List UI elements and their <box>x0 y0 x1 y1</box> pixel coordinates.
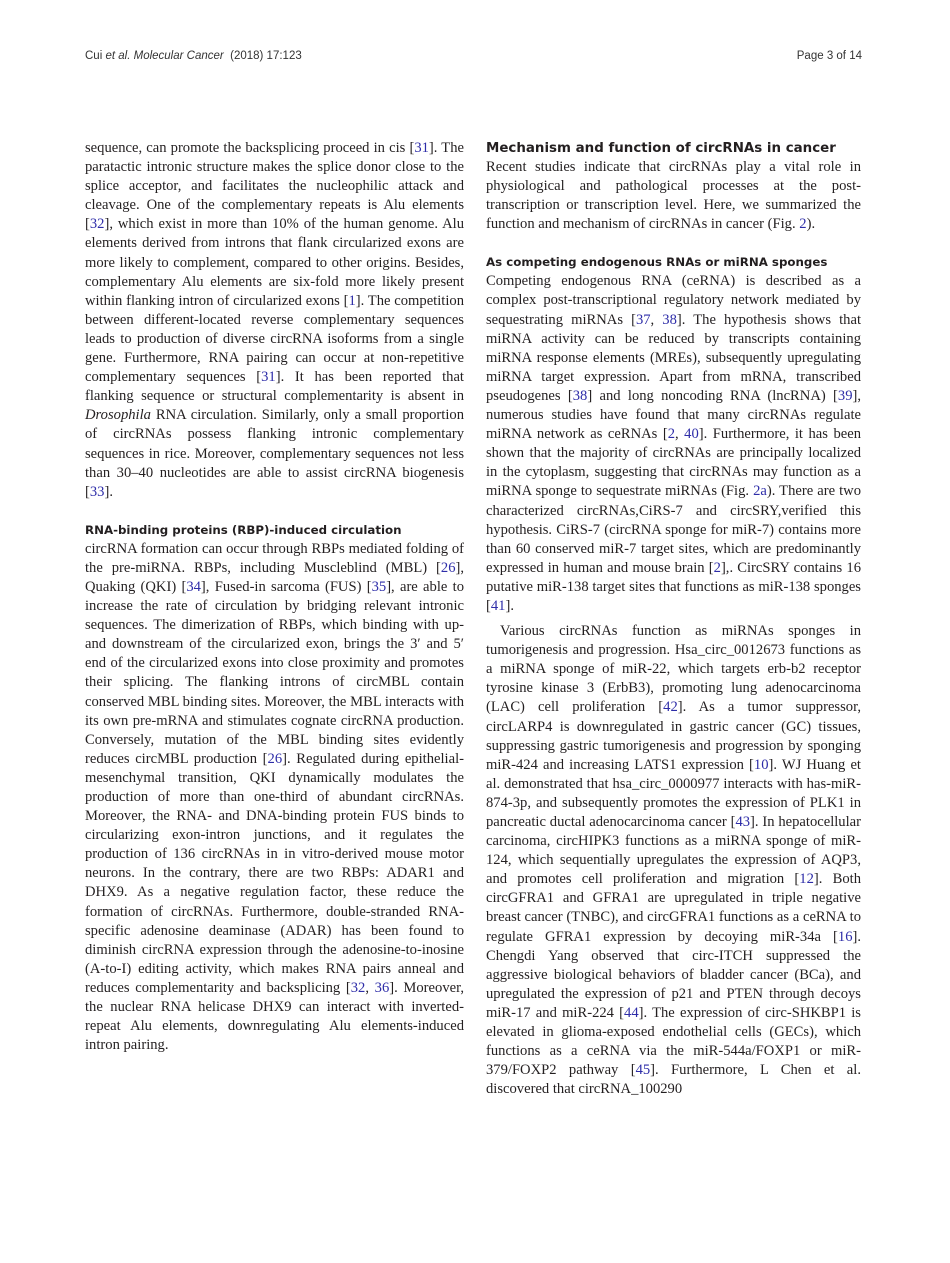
header-citation: (2018) 17:123 <box>230 50 302 62</box>
citation-link[interactable]: 37 <box>635 311 651 328</box>
citation-link[interactable]: 35 <box>371 578 387 595</box>
left-column <box>85 139 464 1055</box>
citation-link[interactable]: 41 <box>490 597 506 614</box>
right-column <box>486 139 861 1099</box>
figure-link[interactable]: 2 <box>799 216 807 233</box>
body-paragraph: circRNA formation can occur through RBPs mediated folding of the pre-miRNA. RBPs, including Muscleblind (MBL) [26], Quaking (QKI) [34], Fused-in sarcoma (FUS) [35], are able to increase the rate of circulation by bridging relevant intronic sequences. The dimerization of RBPs, which binding with up- and downstream of the circularized exon, brings the 3′ and 5′ end of the circularized exons into close proximity and promotes their splicing. The flanking introns of circMBL contain conserved MBL binding sites. Moreover, the MBL interacts with its own pre-mRNA and stimulates cognate circRNA production. Conversely, mutation of the MBL binding sites evidently reduces circMBL production [26]. Regulated during epithelial-mesenchymal transition, QKI dynamically modulates the production of more than one-third of abundant circRNAs. Moreover, the RNA- and DNA-binding protein FUS binds to circularizing exon-intron junctions, and it regulates the production of 136 circRNAs in in vitro-derived mouse motor neurons. In the contrary, there are two RBPs: ADAR1 and DHX9. As a negative regulation factor, these reduce the formation of circRNAs. Furthermore, double-stranded RNA-specific adenosine deaminase (ADAR) has been found to diminish circRNA expression through the adenosine-to-inosine (A-to-I) editing activity, which makes RNA pairs anneal and reduces complementarity and backsplicing [32, 36]. Moreover, the nuclear RNA helicase DHX9 can interact with inverted-repeat Alu elements, downregulating Alu elements-induced intron pairing. <box>85 540 465 1054</box>
body-paragraph: Recent studies indicate that circRNAs play a vital role in physiological and pathological processes at the post-transcription or transcription level. Here, we summarized the function and mechanism of circRNAs in cancer (Fig. 2). <box>486 159 861 233</box>
citation-link[interactable]: 10 <box>753 756 769 773</box>
citation-link[interactable]: 45 <box>635 1062 651 1079</box>
citation-link[interactable]: 26 <box>440 559 456 576</box>
citation-link[interactable]: 12 <box>799 871 814 888</box>
citation-link[interactable]: 1 <box>348 292 356 309</box>
header-journal: Molecular Cancer <box>133 50 224 62</box>
body-paragraph: Competing endogenous RNA (ceRNA) is described as a complex post-transcriptional regulatory network mediated by sequestrating miRNAs [37, 38]. The hypothesis shows that miRNA activity can be reduced by transcripts containing miRNA response elements (MREs), subsequently upregulating miRNA target expression. Apart from mRNA, transcribed pseudogenes [38] and long noncoding RNA (lncRNA) [39], numerous studies have found that many circRNAs regulate miRNA network as ceRNAs [2, 40]. Furthermore, it has been shown that the majority of circRNAs are principally localized in the cytoplasm, suggesting that circRNAs may function as a miRNA sponge to sequestrate miRNAs (Fig. 2a). There are two characterized circRNAs,CiRS-7 and circSRY,verified this hypothesis. CiRS-7 (circRNA sponge for miR-7) contains more than 60 conserved miR-7 target sites, which are predominantly expressed in human and mouse brain [2],. CircSRY contains 16 putative miR-138 target sites that functions as miR-138 sponges [41]. <box>486 273 861 614</box>
citation-link[interactable]: 26 <box>267 750 283 767</box>
subsection-heading: RNA-binding proteins (RBP)-induced circulation <box>85 522 402 537</box>
running-header <box>85 50 302 62</box>
figure-link[interactable]: 2a <box>753 483 767 500</box>
citation-link[interactable]: 2 <box>713 559 721 576</box>
section-heading: Mechanism and function of circRNAs in cancer <box>486 141 836 156</box>
citation-link[interactable]: 31 <box>414 140 429 156</box>
citation-link[interactable]: 31 <box>261 369 276 386</box>
citation-link[interactable]: 34 <box>186 578 201 595</box>
citation-link[interactable]: 32 <box>89 216 105 233</box>
citation-link[interactable]: 40 <box>684 426 699 443</box>
citation-link[interactable]: 16 <box>837 928 853 945</box>
header-etal: et al. <box>105 50 131 62</box>
page-number: Page 3 of 14 <box>796 50 862 62</box>
citation-link[interactable]: 38 <box>662 311 677 328</box>
citation-link[interactable]: 38 <box>572 387 588 404</box>
body-paragraph: Various circRNAs function as miRNAs sponges in tumorigenesis and progression. Hsa_circ_0012673 functions as a miRNA sponge of miR-22, which targets erb-b2 receptor tyrosine kinase 3 (ErbB3), promoting lung adenocarcinoma (LAC) cell proliferation [42]. As a tumor suppressor, circLARP4 is downregulated in gastric cancer (GC) tissues, suppressing gastric tumorigenesis and progression by sponging miR-424 and increasing LATS1 expression [10]. WJ Huang et al. demonstrated that hsa_circ_0000977 interacts with has-miR-874-3p, and subsequently promotes the expression of PLK1 in pancreatic ductal adenocarcinoma cancer [43]. In hepatocellular carcinoma, circHIPK3 functions as a miRNA sponge of miR-124, which sequentially upregulates the expression of AQP3, and promotes cell proliferation and migration [12]. Both circGFRA1 and GFRA1 are upregulated in triple negative breast cancer (TNBC), and circGFRA1 functions as a ceRNA to regulate GFRA1 expression by decoying miR-34a [16]. Chengdi Yang observed that circ-ITCH suppressed the aggressive biological behaviors of bladder cancer (BCa), and upregulated the expression of p21 and PTEN through decoys miR-17 and miR-224 [44]. The expression of circ-SHKBP1 is elevated in glioma-exposed endothelial cells (GECs), which functions as a ceRNA via the miR-544a/FOXP1 or miR-379/FOXP2 pathway [45]. Furthermore, L Chen et al. discovered that circRNA_100290 <box>486 623 861 1098</box>
citation-link[interactable]: 36 <box>374 979 390 996</box>
subsection-heading: As competing endogenous RNAs or miRNA sponges <box>486 255 828 270</box>
body-paragraph: sequence, can promote the backsplicing proceed in cis [31]. The paratactic intronic structure makes the splice donor close to the splice acceptor, and facilitates the nucleophilic attack and cleavage. One of the complementary repeats is Alu elements [32], which exist in more than 10% of the human genome. Alu elements derived from introns that flank circularized exons are more likely to complement, compared to other origins. Besides, complementary Alu elements are six-fold more likely present within flanking intron of circularized exons [1]. The competition between different-located reverse complementary sequences leads to production of diverse circRNA isoforms from a single gene. Furthermore, RNA pairing can occur at non-repetitive complementary sequences [31]. It has been reported that flanking sequence or structural complementarity is absent in Drosophila RNA circulation. Similarly, only a small proportion of circRNAs possess flanking intronic complementary sequences in rice. Moreover, complementary sequences not less than 30–40 nucleotides are able to assist circRNA biogenesis [33]. <box>85 140 464 500</box>
citation-link[interactable]: 2 <box>667 426 676 443</box>
citation-link[interactable]: 43 <box>735 814 751 830</box>
header-author: Cui <box>85 50 103 62</box>
citation-link[interactable]: 39 <box>837 387 853 404</box>
citation-link[interactable]: 33 <box>89 483 105 500</box>
citation-link[interactable]: 42 <box>663 699 678 716</box>
citation-link[interactable]: 44 <box>624 1004 639 1021</box>
citation-link[interactable]: 32 <box>350 979 366 996</box>
